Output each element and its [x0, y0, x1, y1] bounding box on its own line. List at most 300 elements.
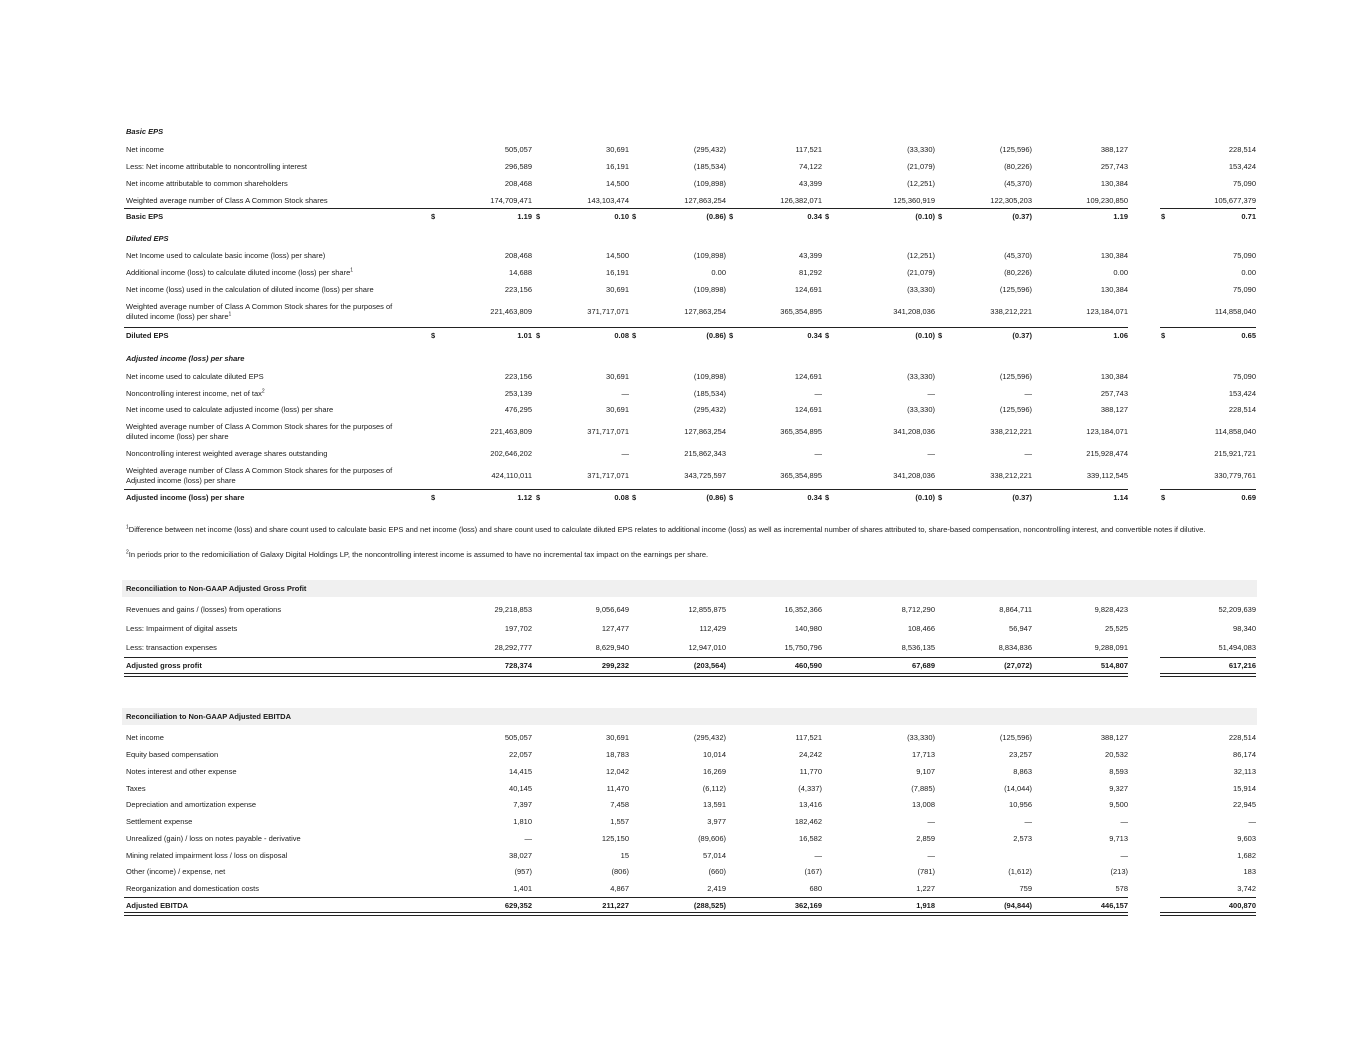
cell-col-6: (125,596) — [999, 285, 1032, 294]
cell-col-1: 40,145 — [509, 784, 532, 793]
diluted-eps-title — [0, 233, 1365, 245]
cell-col-3: 343,725,597 — [684, 471, 726, 480]
row-label — [126, 249, 325, 263]
section-title-text: Reconciliation to Non-GAAP Adjusted Gross Profit — [126, 584, 307, 593]
footnote-ref: 1 — [228, 311, 232, 318]
cell-col-8: 0.71 — [1241, 212, 1256, 221]
cell-col-2: 30,691 — [606, 733, 629, 742]
row-label — [126, 798, 256, 812]
ebitda-double-rule-last — [1160, 912, 1256, 916]
row-label — [126, 194, 328, 208]
cell-col-3: 12,947,010 — [688, 643, 726, 652]
ebitda-title — [0, 711, 1365, 723]
row-label-line-1: Weighted average number of Class A Common Stock shares for the purposes of — [126, 422, 393, 431]
table-row — [0, 622, 1365, 636]
cell-col-1: 1.01 — [517, 331, 532, 340]
cell-col-7: 1.14 — [1113, 493, 1128, 502]
cell-col-6: (27,072) — [1004, 661, 1032, 670]
cell-col-4: 365,354,895 — [780, 427, 822, 436]
gross-profit-double-rule-last — [1160, 673, 1256, 677]
cell-col-3: (0.86) — [706, 331, 726, 340]
table-row — [0, 420, 1365, 444]
cell-col-1: 202,646,202 — [490, 449, 532, 458]
gross-profit-rule — [124, 657, 1128, 658]
row-label-text: Noncontrolling interest weighted average shares outstanding — [126, 449, 328, 458]
cell-col-2: 30,691 — [606, 372, 629, 381]
currency-symbol: $ — [632, 331, 637, 340]
cell-col-2: 0.08 — [614, 331, 629, 340]
cell-col-3: (660) — [708, 867, 726, 876]
cell-col-7: 215,928,474 — [1086, 449, 1128, 458]
cell-col-4: 0.34 — [807, 493, 822, 502]
cell-col-2: 18,783 — [606, 750, 629, 759]
footnote-marker: 1 — [126, 524, 129, 531]
cell-col-8: 114,858,040 — [1214, 427, 1256, 436]
currency-symbol: $ — [431, 331, 436, 340]
cell-col-6: (14,044) — [1004, 784, 1032, 793]
cell-col-8: 215,921,721 — [1214, 449, 1256, 458]
cell-col-7: 20,532 — [1105, 750, 1128, 759]
cell-col-4: 11,770 — [799, 767, 822, 776]
cell-col-6: (125,596) — [999, 733, 1032, 742]
table-row — [0, 403, 1365, 417]
table-row — [0, 849, 1365, 863]
table-row — [0, 765, 1365, 779]
cell-col-1: 424,110,011 — [491, 471, 532, 480]
cell-col-2: 371,717,071 — [587, 427, 629, 436]
cell-col-2: 16,191 — [606, 268, 629, 277]
cell-col-5: (33,330) — [907, 372, 935, 381]
cell-col-6: 8,863 — [1013, 767, 1032, 776]
cell-col-1: 22,057 — [509, 750, 532, 759]
cell-col-5: (21,079) — [907, 268, 935, 277]
row-label-text: Basic EPS — [126, 212, 164, 221]
row-label — [126, 832, 301, 846]
cell-col-7: 339,112,545 — [1086, 471, 1128, 480]
row-label — [126, 782, 146, 796]
row-label-line-1: Weighted average number of Class A Common Stock shares for the purposes of — [126, 302, 393, 311]
cell-col-7: — — [1120, 851, 1128, 860]
footnote-ref: 1 — [350, 267, 354, 274]
cell-col-2: 9,056,649 — [595, 605, 629, 614]
row-label-text: Net income (loss) used in the calculation of diluted income (loss) per share — [126, 285, 374, 294]
currency-symbol: $ — [536, 331, 541, 340]
cell-col-6: 338,212,221 — [990, 427, 1032, 436]
currency-symbol: $ — [938, 493, 943, 502]
cell-col-5: 125,360,919 — [893, 196, 935, 205]
adjusted-rule-last — [1160, 489, 1256, 490]
cell-col-5: 2,859 — [916, 834, 935, 843]
cell-col-3: (185,534) — [693, 162, 726, 171]
cell-col-1: 221,463,809 — [490, 307, 532, 316]
cell-col-8: 22,945 — [1233, 800, 1256, 809]
cell-col-4: 117,521 — [795, 145, 822, 154]
cell-col-6: 759 — [1019, 884, 1032, 893]
cell-col-5: 341,208,036 — [893, 307, 935, 316]
cell-col-6: (125,596) — [999, 145, 1032, 154]
row-label-line-2: diluted income (loss) per share — [126, 312, 229, 321]
cell-col-6: 56,947 — [1009, 624, 1032, 633]
row-label-text: Reorganization and domestication costs — [126, 884, 259, 893]
cell-col-1: 1,401 — [513, 884, 532, 893]
cell-col-3: (295,432) — [693, 733, 726, 742]
cell-col-1: 1.19 — [517, 212, 532, 221]
currency-symbol: $ — [536, 493, 541, 502]
cell-col-5: 9,107 — [916, 767, 935, 776]
cell-col-1: 14,415 — [509, 767, 532, 776]
row-label — [126, 603, 281, 617]
row-label-text: Revenues and gains / (losses) from operations — [126, 605, 282, 614]
cell-col-4: — — [814, 851, 822, 860]
cell-col-8: 153,424 — [1228, 389, 1256, 398]
row-label-text: Depreciation and amortization expense — [126, 800, 257, 809]
cell-col-8: 114,858,040 — [1214, 307, 1256, 316]
cell-col-7: 388,127 — [1100, 405, 1128, 414]
cell-col-6: 23,257 — [1009, 750, 1032, 759]
cell-col-5: 341,208,036 — [893, 471, 935, 480]
cell-col-5: (0.10) — [915, 331, 935, 340]
cell-col-2: 16,191 — [606, 162, 629, 171]
row-label — [126, 447, 327, 461]
cell-col-3: 3,977 — [707, 817, 726, 826]
currency-symbol: $ — [938, 212, 943, 221]
cell-col-2: 4,867 — [610, 884, 629, 893]
currency-symbol: $ — [825, 212, 830, 221]
row-label — [126, 748, 218, 762]
cell-col-7: 130,384 — [1100, 285, 1128, 294]
cell-col-4: 24,242 — [799, 750, 822, 759]
ebitda-double-rule — [124, 912, 1128, 916]
row-label — [126, 302, 426, 322]
row-label-line-1: Weighted average number of Class A Common Stock shares for the purposes of — [126, 466, 393, 475]
cell-col-4: 182,462 — [794, 817, 822, 826]
cell-col-4: — — [814, 389, 822, 398]
cell-col-7: — — [1120, 817, 1128, 826]
cell-col-4: (167) — [804, 867, 822, 876]
cell-col-3: 127,863,254 — [684, 427, 726, 436]
cell-col-1: 1,810 — [513, 817, 532, 826]
cell-col-8: 3,742 — [1237, 884, 1256, 893]
cell-col-2: 11,470 — [606, 784, 629, 793]
row-label-text: Net income attributable to common shareholders — [126, 179, 288, 188]
footnote-text: Difference between net income (loss) and share count used to calculate basic EPS and net income (loss) and share count used to calculate diluted EPS relates to additional income (loss) as well as incremental number of shares attributed to, share-based compensation, noncontrolling interest, and convertible notes if dilutive. — [128, 525, 1206, 534]
cell-col-1: — — [524, 834, 532, 843]
cell-col-6: 8,834,836 — [998, 643, 1032, 652]
cell-col-6: 122,305,203 — [990, 196, 1032, 205]
row-label — [126, 283, 374, 297]
cell-col-2: 0.08 — [614, 493, 629, 502]
cell-col-6: 338,212,221 — [990, 471, 1032, 480]
basic-eps-total-row — [0, 210, 1365, 224]
row-label — [126, 422, 426, 442]
cell-col-1: 629,352 — [504, 901, 532, 910]
cell-col-2: 14,500 — [606, 179, 629, 188]
row-label-text: Equity based compensation — [126, 750, 219, 759]
cell-col-1: 197,702 — [504, 624, 532, 633]
cell-col-2: 143,103,474 — [587, 196, 629, 205]
cell-col-7: 9,713 — [1109, 834, 1128, 843]
row-label — [126, 849, 287, 863]
cell-col-7: 446,157 — [1100, 901, 1128, 910]
cell-col-4: 43,399 — [799, 251, 822, 260]
cell-col-2: (806) — [611, 867, 629, 876]
cell-col-6: (125,596) — [999, 405, 1032, 414]
table-row — [0, 300, 1365, 324]
cell-col-8: 15,914 — [1233, 784, 1256, 793]
adjusted-income-title — [0, 353, 1365, 365]
diluted-eps-total-row — [0, 329, 1365, 343]
cell-col-6: — — [1024, 449, 1032, 458]
table-row — [0, 882, 1365, 896]
cell-col-7: 9,288,091 — [1094, 643, 1128, 652]
row-label-text: Adjusted EBITDA — [126, 901, 189, 910]
cell-col-2: 14,500 — [606, 251, 629, 260]
cell-col-2: 0.10 — [614, 212, 629, 221]
cell-col-4: 126,382,071 — [780, 196, 822, 205]
table-row — [0, 177, 1365, 191]
cell-col-8: 0.00 — [1241, 268, 1256, 277]
table-row — [0, 160, 1365, 174]
currency-symbol: $ — [1161, 331, 1166, 340]
cell-col-8: 228,514 — [1228, 405, 1256, 414]
row-label — [126, 622, 237, 636]
cell-col-6: 10,956 — [1009, 800, 1032, 809]
row-label-text: Adjusted income (loss) per share — [126, 493, 245, 502]
cell-col-7: 0.00 — [1113, 268, 1128, 277]
cell-col-2: — — [621, 449, 629, 458]
cell-col-5: 17,713 — [912, 750, 935, 759]
table-row — [0, 387, 1365, 401]
cell-col-6: — — [1024, 817, 1032, 826]
cell-col-7: 130,384 — [1100, 179, 1128, 188]
cell-col-2: — — [621, 389, 629, 398]
cell-col-3: 13,591 — [703, 800, 726, 809]
gross-profit-title — [0, 583, 1365, 595]
row-label-text: Mining related impairment loss / loss on disposal — [126, 851, 288, 860]
cell-col-8: — — [1248, 817, 1256, 826]
cell-col-7: 578 — [1115, 884, 1128, 893]
footnote-text: In periods prior to the redomiciliation of Galaxy Digital Holdings LP, the noncontrolling interest income is assumed to have no incremental tax impact on the earnings per share. — [128, 550, 709, 559]
row-label — [126, 210, 163, 224]
cell-col-5: (33,330) — [907, 733, 935, 742]
cell-col-5: (12,251) — [907, 179, 935, 188]
cell-col-1: 208,468 — [504, 251, 532, 260]
row-label — [126, 387, 265, 401]
row-label — [126, 177, 288, 191]
cell-col-5: (0.10) — [915, 212, 935, 221]
cell-col-3: 57,014 — [703, 851, 726, 860]
cell-col-3: (109,898) — [693, 372, 726, 381]
row-label — [126, 403, 333, 417]
cell-col-2: 1,557 — [610, 817, 629, 826]
table-row — [0, 832, 1365, 846]
cell-col-5: 8,536,135 — [901, 643, 935, 652]
cell-col-7: 130,384 — [1100, 251, 1128, 260]
gross-profit-double-rule — [124, 673, 1128, 677]
cell-col-4: 16,352,366 — [784, 605, 822, 614]
cell-col-8: 1,682 — [1237, 851, 1256, 860]
row-label-text: Unrealized (gain) / loss on notes payable - derivative — [126, 834, 301, 843]
cell-col-8: 183 — [1243, 867, 1256, 876]
ebitda-total-row — [0, 899, 1365, 913]
cell-col-4: 460,590 — [794, 661, 822, 670]
cell-col-4: (4,337) — [798, 784, 822, 793]
basic-eps-rule-last — [1160, 208, 1256, 209]
cell-col-5: 1,227 — [916, 884, 935, 893]
adjusted-rule — [124, 489, 1128, 490]
cell-col-3: 215,862,343 — [684, 449, 726, 458]
cell-col-7: 123,184,071 — [1086, 427, 1128, 436]
cell-col-8: 400,870 — [1228, 901, 1256, 910]
cell-col-2: 8,629,940 — [595, 643, 629, 652]
cell-col-7: 8,593 — [1109, 767, 1128, 776]
cell-col-8: 98,340 — [1233, 624, 1256, 633]
cell-col-4: 124,691 — [794, 405, 822, 414]
cell-col-8: 0.69 — [1241, 493, 1256, 502]
cell-col-3: 0.00 — [711, 268, 726, 277]
table-row — [0, 194, 1365, 208]
currency-symbol: $ — [729, 331, 734, 340]
cell-col-1: 253,139 — [504, 389, 532, 398]
cell-col-7: (213) — [1110, 867, 1128, 876]
gross-profit-total-row — [0, 659, 1365, 673]
cell-col-6: (80,226) — [1004, 268, 1032, 277]
cell-col-3: 127,863,254 — [684, 196, 726, 205]
cell-col-1: 28,292,777 — [494, 643, 532, 652]
footnote-ref: 2 — [261, 388, 265, 395]
cell-col-7: 1.19 — [1113, 212, 1128, 221]
cell-col-4: 124,691 — [794, 285, 822, 294]
cell-col-5: (0.10) — [915, 493, 935, 502]
cell-col-3: (203,564) — [693, 661, 726, 670]
row-label-text: Weighted average number of Class A Common Stock shares — [126, 196, 328, 205]
cell-col-1: 1.12 — [517, 493, 532, 502]
cell-col-1: 7,397 — [513, 800, 532, 809]
cell-col-2: 371,717,071 — [587, 307, 629, 316]
cell-col-5: — — [927, 851, 935, 860]
cell-col-8: 75,090 — [1233, 251, 1256, 260]
row-label-text: Net income — [126, 733, 164, 742]
basic-eps-title — [0, 126, 1365, 138]
cell-col-6: (0.37) — [1012, 331, 1032, 340]
currency-symbol: $ — [825, 493, 830, 502]
cell-col-7: 123,184,071 — [1086, 307, 1128, 316]
cell-col-5: (33,330) — [907, 405, 935, 414]
cell-col-2: 125,150 — [601, 834, 629, 843]
table-row — [0, 447, 1365, 461]
cell-col-8: 86,174 — [1233, 750, 1256, 759]
currency-symbol: $ — [938, 331, 943, 340]
row-label-text: Settlement expense — [126, 817, 193, 826]
row-label-text: Diluted EPS — [126, 331, 169, 340]
row-label-text: Taxes — [126, 784, 146, 793]
cell-col-8: 75,090 — [1233, 372, 1256, 381]
cell-col-2: 15 — [620, 851, 629, 860]
cell-col-8: 52,209,639 — [1218, 605, 1256, 614]
cell-col-1: 505,057 — [504, 733, 532, 742]
table-row — [0, 464, 1365, 488]
diluted-eps-rule-last — [1160, 327, 1256, 328]
row-label-text: Net income used to calculate diluted EPS — [126, 372, 264, 381]
table-row — [0, 798, 1365, 812]
section-title-text: Diluted EPS — [126, 234, 169, 243]
cell-col-4: 365,354,895 — [780, 471, 822, 480]
row-label-text: Net income — [126, 145, 164, 154]
cell-col-8: 0.65 — [1241, 331, 1256, 340]
table-row — [0, 249, 1365, 263]
section-title-text: Basic EPS — [126, 127, 164, 136]
cell-col-1: 505,057 — [504, 145, 532, 154]
row-label-line-2: Adjusted income (loss) per share — [126, 476, 236, 485]
row-label-text: Less: Net income attributable to noncontrolling interest — [126, 162, 307, 171]
cell-col-1: 29,218,853 — [494, 605, 532, 614]
cell-col-1: 221,463,809 — [490, 427, 532, 436]
ebitda-rule-last — [1160, 897, 1256, 898]
cell-col-6: (1,612) — [1008, 867, 1032, 876]
cell-col-4: 15,750,796 — [784, 643, 822, 652]
cell-col-7: 388,127 — [1100, 733, 1128, 742]
cell-col-2: 299,232 — [601, 661, 629, 670]
table-row — [0, 731, 1365, 745]
cell-col-8: 228,514 — [1228, 145, 1256, 154]
cell-col-5: 67,689 — [912, 661, 935, 670]
gross-profit-rule-last — [1160, 657, 1256, 658]
cell-col-7: 257,743 — [1100, 389, 1128, 398]
row-label — [126, 143, 164, 157]
table-row — [0, 143, 1365, 157]
cell-col-7: 109,230,850 — [1086, 196, 1128, 205]
currency-symbol: $ — [1161, 493, 1166, 502]
row-label — [126, 466, 426, 486]
table-row — [0, 748, 1365, 762]
currency-symbol: $ — [431, 212, 436, 221]
cell-col-5: 108,466 — [907, 624, 935, 633]
cell-col-2: 211,227 — [602, 901, 629, 910]
cell-col-5: — — [927, 817, 935, 826]
cell-col-3: (0.86) — [706, 212, 726, 221]
cell-col-3: (0.86) — [706, 493, 726, 502]
cell-col-8: 75,090 — [1233, 179, 1256, 188]
cell-col-7: 257,743 — [1100, 162, 1128, 171]
row-label — [126, 815, 192, 829]
cell-col-3: (89,606) — [698, 834, 726, 843]
cell-col-6: (45,370) — [1004, 179, 1032, 188]
section-title-text: Adjusted income (loss) per share — [126, 354, 245, 363]
cell-col-4: 43,399 — [799, 179, 822, 188]
cell-col-4: 362,169 — [794, 901, 822, 910]
cell-col-8: 105,677,379 — [1214, 196, 1256, 205]
cell-col-6: (0.37) — [1012, 493, 1032, 502]
cell-col-7: 130,384 — [1100, 372, 1128, 381]
row-label-text: Noncontrolling interest income, net of tax — [126, 389, 262, 398]
cell-col-1: 38,027 — [509, 851, 532, 860]
cell-col-1: 223,156 — [504, 372, 532, 381]
footnote-1 — [126, 524, 1256, 535]
cell-col-3: (109,898) — [693, 179, 726, 188]
cell-col-6: 2,573 — [1013, 834, 1032, 843]
cell-col-2: 30,691 — [606, 285, 629, 294]
cell-col-6: (94,844) — [1004, 901, 1032, 910]
cell-col-3: 16,269 — [703, 767, 726, 776]
row-label-text: Net Income used to calculate basic income (loss) per share) — [126, 251, 326, 260]
cell-col-5: — — [927, 389, 935, 398]
cell-col-2: 30,691 — [606, 405, 629, 414]
footnote-2 — [126, 549, 1256, 560]
cell-col-5: 8,712,290 — [901, 605, 935, 614]
row-label — [126, 491, 244, 505]
row-label-line-2: diluted income (loss) per share — [126, 432, 229, 441]
cell-col-6: (80,226) — [1004, 162, 1032, 171]
